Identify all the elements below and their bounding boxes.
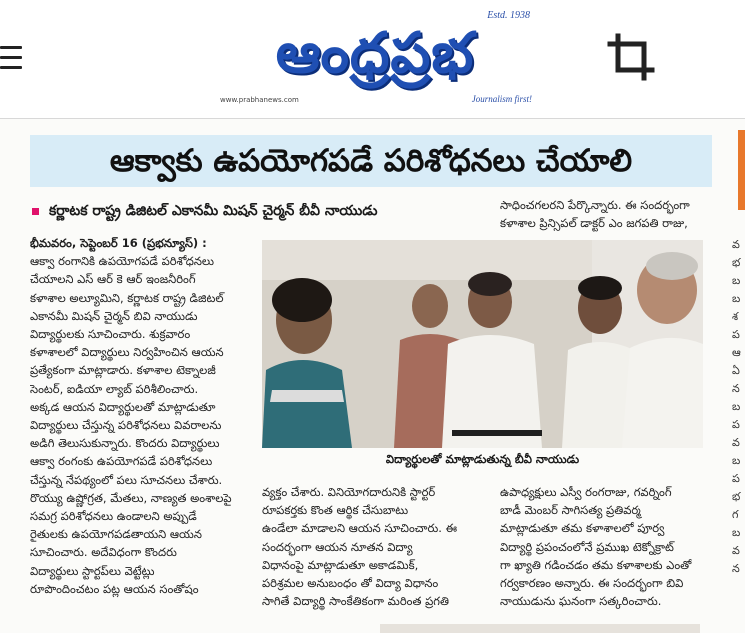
text-line: ఆక్వా రంగంకు ఉపయోగపడే పరిశోధనలు bbox=[30, 454, 213, 469]
text-line: సాధించగలరని పేర్కొన్నారు. ఈ సందర్భంగా bbox=[500, 198, 690, 212]
adjacent-column-fragment: వభబబశపఆఏనబపవబపభగబవన bbox=[732, 238, 741, 575]
text-line: వ్యక్తం చేశారు. వినియోగదారునికి స్టార్టర్ bbox=[262, 485, 436, 499]
text-line: సందర్భంగా ఆయన నూతన విద్యా bbox=[262, 539, 413, 554]
photo-caption: విద్యార్థులతో మాట్లాడుతున్న బీవీ నాయుడు bbox=[385, 452, 580, 466]
text-line: ప్రత్యేకంగా మాట్లాడారు. కళాశాల టెక్నాలజీ bbox=[30, 363, 216, 378]
site-url-label: www.prabhanews.com bbox=[220, 96, 299, 104]
text-line: నాయుడును ఘనంగా సత్కరించారు. bbox=[500, 594, 662, 609]
text-line: ఉండేలా మాడాలని ఆయన సూచించారు. ఈ bbox=[262, 521, 457, 536]
text-line: కళాశాల ప్రిన్సిపల్ డాక్టర్ ఎం జగపతి రాజు, bbox=[500, 216, 688, 231]
text-line: విద్యార్థులకు సూచించారు. శుక్రవారం bbox=[30, 327, 191, 342]
text-line: కళాశాలలో విద్యార్థులు నిర్వహించిన ఆయన bbox=[30, 345, 224, 360]
dateline: భీమవరం, సెప్టెంబర్ 16 (ప్రభన్యూస్) : bbox=[30, 236, 207, 250]
article-photo bbox=[262, 240, 703, 448]
text-line: రూపొందించటం పట్ల ఆయన సంతోషం bbox=[30, 581, 199, 596]
article-headline: ఆక్వాకు ఉపయోగపడే పరిశోధనలు చేయాలి bbox=[109, 143, 633, 179]
newspaper-masthead-logo bbox=[210, 8, 540, 108]
app-top-bar bbox=[0, 0, 745, 119]
text-line: సూచించారు. అదేవిధంగా కొందరు bbox=[30, 545, 177, 560]
text-line: సాగితే విద్యార్థి సాంకేతికంగా మరింత ప్రగతి bbox=[262, 594, 449, 609]
text-line: గర్వకారణం అన్నారు. ఈ సందర్భంగా బివి bbox=[500, 576, 684, 591]
text-line: మాట్లాడుతూ తమ కళాశాలలో పూర్వ bbox=[500, 521, 665, 536]
text-line: సమగ్ర పరిశోధనలు ఉండాలని అప్పుడే bbox=[30, 509, 197, 524]
text-line: ఉపాధ్యక్షులు ఎస్వీ రంగరాజు, గవర్నింగ్ bbox=[500, 485, 672, 499]
next-photo-edge bbox=[380, 624, 700, 633]
article-column-left bbox=[30, 234, 255, 630]
text-line: బాడీ మెంబర్ సాగిసత్య ప్రతివర్మ bbox=[500, 503, 641, 518]
crop-icon[interactable] bbox=[606, 32, 656, 82]
subhead-bullet bbox=[32, 208, 39, 215]
text-line: పరిశ్రమల అనుబంధం తో విద్యా విధానం bbox=[262, 576, 439, 591]
article-column-bottom-right bbox=[500, 483, 715, 633]
text-line: రూపకర్తకు కొంత ఆర్థిక చేసుబాటు bbox=[262, 503, 409, 518]
text-line: రొయ్యు ఉష్ణోగ్రత, మేతలు, నాణ్యత అంశాలపై bbox=[30, 490, 232, 505]
text-line: గా ఖ్యాతి గడించడం తమ కళాశాలకు ఎంతో bbox=[500, 557, 692, 572]
text-line: అడిగి తెలుసుకున్నారు. కొందరు విద్యార్థులు bbox=[30, 436, 220, 451]
text-line: విధానంపై మాట్లాడుతూ అకాడమిక్, bbox=[262, 557, 419, 572]
text-line: ఎకానమీ మిషన్ చైర్మన్ బివి నాయుడు bbox=[30, 308, 198, 323]
text-line: చేయాలని ఎస్ ఆర్ కె ఆర్ ఇంజనీరింగ్ bbox=[30, 272, 196, 287]
text-line: సెంటర్, ఐడియా ల్యాబ్ పరిశీలించారు. bbox=[30, 381, 199, 396]
text-line: విద్యార్థి ప్రపంచంలోనే ప్రముఖ టెక్నోక్రాట్ bbox=[500, 539, 674, 554]
text-line: విద్యార్థులు స్టార్టప్‌లు వెట్టేట్లు bbox=[30, 563, 155, 578]
text-line: రైతులకు ఉపయోగపడతాయని ఆయన bbox=[30, 527, 202, 542]
article-column-bottom-middle bbox=[262, 483, 484, 633]
article-subheading bbox=[32, 203, 492, 222]
hamburger-menu-icon[interactable] bbox=[0, 46, 22, 72]
text-line: చేస్తున్న నేపథ్యంలో పలు సూచనలు చేశారు. bbox=[30, 472, 223, 487]
adjacent-article-edge bbox=[738, 130, 745, 210]
text-line: విద్యార్థులు చేస్తున్న పరిశోధనలు వివరాలను bbox=[30, 418, 222, 433]
subhead-text: కర్ణాటక రాష్ట్ర డిజిటల్ ఎకానమీ మిషన్ చైర్మన్ బీవీ నాయుడు bbox=[49, 203, 378, 219]
text-line: అక్కడ ఆయన విద్యార్థులతో మాట్లాడుతూ bbox=[30, 399, 216, 414]
text-line: ఆక్వా రంగానికి ఉపయోగపడే పరిశోధనలు bbox=[30, 254, 215, 269]
article-column-right-top bbox=[500, 196, 715, 236]
logo-wordmark: ఆంధ్రప్రభ bbox=[275, 21, 475, 86]
estd-label: Estd. 1938 bbox=[487, 10, 530, 21]
text-line: కళాశాల అల్యూమిని, కర్ణాటక రాష్ట్ర డిజిటల్ bbox=[30, 290, 224, 305]
tagline-label: Journalism first! bbox=[471, 94, 532, 104]
